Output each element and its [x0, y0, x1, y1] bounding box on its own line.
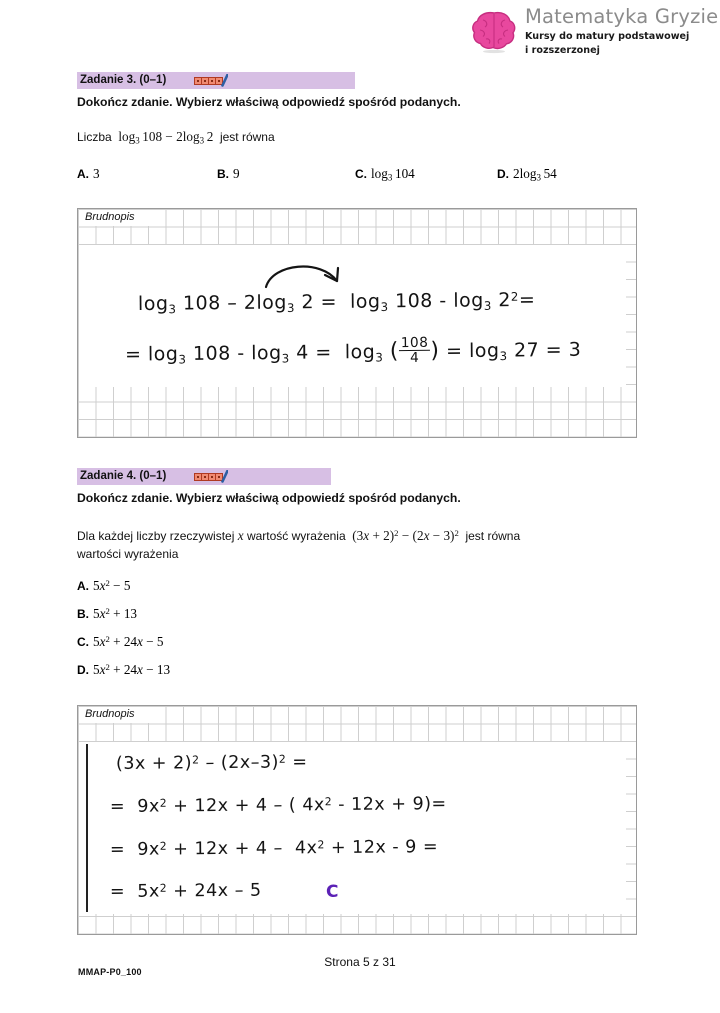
answer-letter: C.	[355, 166, 367, 181]
task-4-prompt-part-3: jest równa	[465, 529, 521, 544]
brand-title: Matematyka Gryzie	[525, 5, 719, 28]
task-3-prompt-prefix: Liczba	[77, 130, 112, 144]
task-3-prompt-math: $\log_3 108 - 2\log_3$ 2	[115, 129, 217, 146]
answer-value: 9	[233, 165, 240, 181]
brand-text-block	[525, 6, 720, 57]
brudnopis-label: Brudnopis	[85, 211, 138, 224]
task-4-prompt-line-2: wartości wyrażenia	[77, 547, 179, 562]
answer-letter: A.	[77, 579, 89, 594]
task-3-prompt-suffix: jest równa	[219, 130, 275, 144]
scoring-boxes-pen-icon	[194, 74, 228, 88]
brand-subtitle-line-2: i rozszerzonej	[525, 44, 600, 56]
task-4-answers	[77, 577, 643, 689]
handwriting-line-1: $(3x + 2)^2 - (2x-3)^2$ =	[115, 752, 308, 774]
task-3-answers	[77, 166, 643, 186]
answer-letter: A.	[77, 166, 89, 181]
task-3-answer-a[interactable]	[77, 166, 100, 182]
brain-icon	[470, 10, 518, 54]
handwriting-line-2: = $\log_3 108 - \log_3 4 = \log_3$ ( $\frac{108}{4}$ ) = $\log_3 27 = 3$	[124, 334, 582, 367]
answer-letter: D.	[497, 166, 509, 181]
handwriting-margin-bar	[86, 744, 88, 912]
answer-value: $5x^2 + 24x - 5$	[93, 634, 164, 650]
task-4-prompt-math: $(3x + 2)^2 - (2x - 3)^2$	[348, 528, 459, 544]
task-4-number: Zadanie 4. (0–1)	[80, 470, 167, 482]
answer-letter: B.	[77, 607, 89, 622]
task-4-answer-d[interactable]	[77, 661, 643, 689]
answer-letter: B.	[217, 166, 229, 181]
task-4-prompt-variable: x	[237, 528, 244, 544]
task-4-answer-b[interactable]	[77, 605, 643, 633]
task-4-prompt	[77, 524, 643, 563]
handwriting-arrow-annotation	[263, 257, 353, 291]
task-3-answer-b[interactable]	[217, 166, 240, 182]
task-zadanie-3	[77, 72, 643, 186]
page-number: Strona 5 z 31	[324, 955, 396, 969]
task-3-prompt	[77, 128, 643, 150]
answer-letter: C.	[77, 635, 89, 650]
task-4-header-band	[77, 468, 331, 485]
handwriting-line-2: = $9x^2 + 12x + 4$ – ( $4x^2 - 12x + 9)=$	[109, 794, 447, 817]
marked-answer-letter: C	[326, 882, 339, 902]
task-zadanie-4	[77, 468, 643, 689]
brudnopis-label: Brudnopis	[85, 708, 138, 721]
document-code: MMAP-P0_100	[78, 967, 142, 977]
task-4-prompt-part-2: wartość wyrażenia	[246, 529, 346, 544]
answer-value: $5x^2 + 13$	[93, 606, 138, 622]
task-4-prompt-part-1: Dla każdej liczby rzeczywistej	[77, 529, 235, 544]
task-4-instruction: Dokończ zdanie. Wybierz właściwą odpowiedź spośród podanych.	[77, 491, 461, 505]
task-3-number: Zadanie 3. (0–1)	[80, 74, 167, 86]
answer-letter: D.	[77, 663, 89, 678]
handwriting-line-3: = $9x^2 + 12x + 4 - 4x^2 + 12x - 9$ =	[109, 837, 439, 860]
task-4-answer-c[interactable]	[77, 633, 643, 661]
handwriting-line-1: $\log_3 108 - 2\log_3$ $2 = \log_3 108 - \log_3 2^2=$	[137, 288, 536, 317]
answer-value: $\log_3 104$	[371, 165, 415, 182]
task-3-answer-d[interactable]	[497, 166, 557, 183]
answer-value: $5x^2 - 5$	[93, 578, 131, 594]
brudnopis-task-4[interactable]	[77, 705, 637, 935]
answer-value: 3	[93, 165, 100, 181]
task-3-answer-c[interactable]	[355, 166, 415, 183]
task-3-header-band	[77, 72, 355, 89]
site-logo	[470, 5, 719, 64]
brudnopis-task-3[interactable]	[77, 208, 637, 438]
task-4-answer-a[interactable]	[77, 577, 643, 605]
answer-value: $5x^2 + 24x - 13$	[93, 662, 171, 678]
brand-subtitle-line-1: Kursy do matury podstawowej	[525, 31, 690, 42]
answer-value: $2\log_3$ 54	[513, 165, 557, 182]
task-3-instruction: Dokończ zdanie. Wybierz właściwą odpowiedź spośród podanych.	[77, 95, 461, 109]
handwriting-line-4: = $5x^2 + 24x - 5$	[109, 880, 262, 902]
scoring-boxes-pen-icon	[194, 470, 228, 484]
